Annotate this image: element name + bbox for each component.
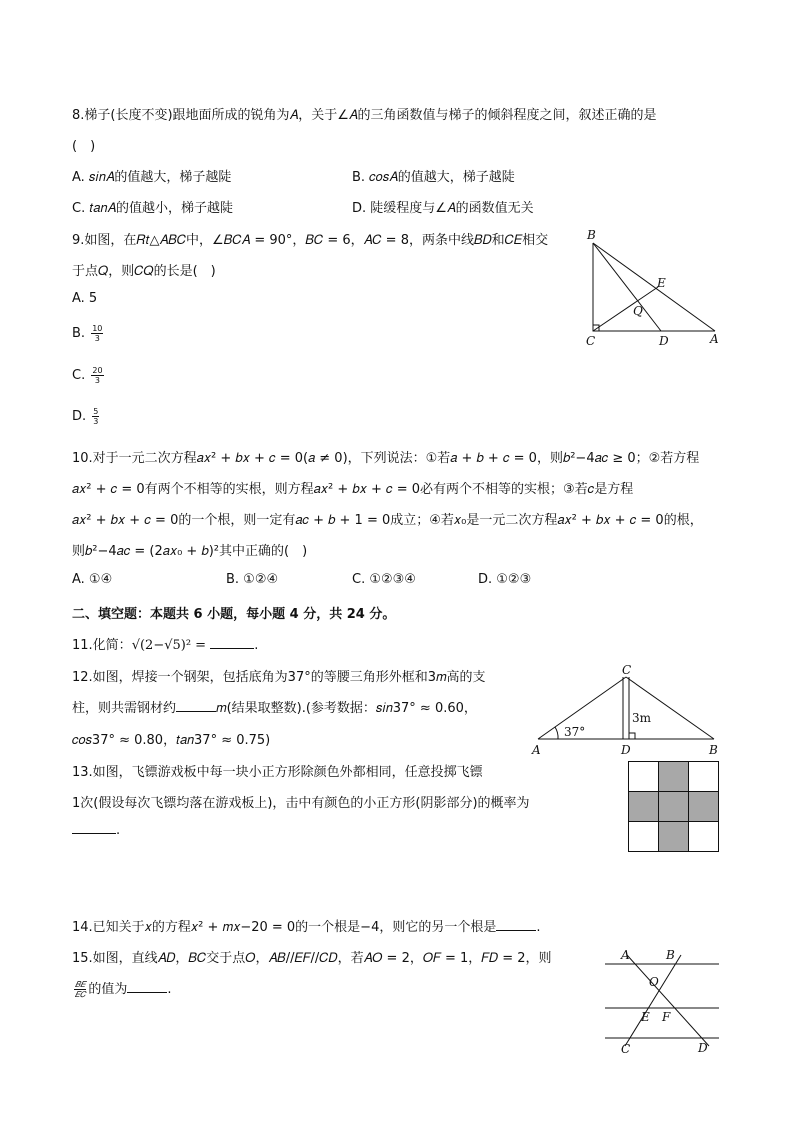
q9-d-num: 5 — [93, 407, 99, 416]
q9-label-q: Q — [633, 304, 643, 318]
q8-option-c: C. 𝑡𝑎𝑛𝐴的值越小，梯子越陡 — [72, 201, 233, 216]
q15-label-o: O — [649, 975, 659, 989]
dart-cell-r2c3-shaded — [689, 792, 719, 822]
section-2-heading: 二、填空题：本题共 6 小题，每小题 4 分，共 24 分。 — [72, 607, 396, 622]
q9-b-num: 10 — [92, 324, 103, 333]
q15-label-c: C — [621, 1042, 631, 1056]
q12-angle-arc — [555, 727, 558, 739]
q15-fraction — [74, 980, 86, 999]
q13-answer-blank[interactable] — [72, 833, 116, 834]
q9-option-d — [72, 407, 101, 426]
q15-label-d: D — [698, 1041, 708, 1055]
dart-cell-r3c1 — [629, 822, 659, 852]
q9-label-e: E — [657, 276, 666, 290]
q15-frac-den: 𝐸𝐶 — [74, 990, 86, 999]
dart-cell-r1c2-shaded — [659, 762, 689, 792]
q9-option-d-fraction — [92, 407, 99, 426]
q13-line3 — [72, 823, 120, 838]
q15-label-b: B — [666, 948, 675, 962]
dart-cell-r2c2-shaded — [659, 792, 689, 822]
q10-line4: 则𝑏²−4𝑎𝑐 = (2𝑎𝑥₀ + 𝑏)²其中正确的( ) — [72, 544, 308, 559]
q8-option-b: B. 𝑐𝑜𝑠𝐴的值越大，梯子越陡 — [352, 170, 515, 185]
q10-line2: 𝑎𝑥² + 𝑐 = 0有两个不相等的实根，则方程𝑎𝑥² + 𝑏𝑥 + 𝑐 = 0必有两个不相等的实根；③若𝑐是方程 — [72, 482, 634, 497]
q13-period: . — [116, 823, 121, 838]
q12-label-c: C — [622, 663, 632, 677]
q11-expression: √(2−√5)² = — [131, 638, 207, 653]
q9-option-c-prefix: C. — [72, 368, 86, 383]
q9-stem-line1: 9.如图，在𝑅𝑡△𝐴𝐵𝐶中，∠𝐵𝐶𝐴 = 90°，𝐵𝐶 = 6，𝐴𝐶 = 8，两条中线𝐵𝐷和𝐶𝐸相交 — [72, 233, 549, 248]
q15-period: . — [167, 982, 172, 997]
q9-label-d: D — [659, 334, 669, 348]
q12-side-cb — [626, 677, 714, 739]
q12-line3: 𝑐𝑜𝑠37° ≈ 0.80，𝑡𝑎𝑛37° ≈ 0.75) — [72, 733, 271, 748]
q12-steel-frame-figure — [528, 662, 728, 760]
q15-label-e: E — [641, 1010, 650, 1024]
q15-line-bc — [625, 955, 681, 1046]
q9-option-b — [72, 324, 105, 343]
q13-dart-board — [627, 760, 723, 856]
q12-line1: 12.如图，焊接一个钢架，包括底角为37°的等腰三角形外框和3𝑚高的支 — [72, 670, 486, 685]
q9-option-c-fraction — [91, 366, 103, 385]
q11-answer-blank[interactable] — [210, 648, 254, 649]
q8-option-a: A. 𝑠𝑖𝑛𝐴的值越大，梯子越陡 — [72, 170, 232, 185]
q14-answer-blank[interactable] — [496, 930, 536, 931]
q13-line1: 13.如图，飞镖游戏板中每一块小正方形除颜色外都相同，任意投掷飞镖 — [72, 765, 483, 780]
q9-stem-line2: 于点𝑄，则𝐶𝑄的长是( ) — [72, 264, 216, 279]
q9-d-den: 3 — [93, 417, 99, 426]
q15-text: 的值为 — [88, 982, 128, 997]
q12-label-b: B — [709, 743, 718, 757]
q12-height-label: 3m — [632, 711, 652, 725]
q9-b-den: 3 — [94, 334, 100, 343]
q13-line2: 1次(假设每次飞镖均落在游戏板上)，击中有颜色的小正方形(阴影部分)的概率为 — [72, 796, 530, 811]
q9-option-b-fraction — [91, 324, 103, 343]
q15-label-f: F — [662, 1010, 671, 1024]
q9-median-bd — [593, 243, 661, 331]
dart-cell-r1c1 — [629, 762, 659, 792]
q9-label-a: A — [710, 332, 719, 346]
q15-answer-blank[interactable] — [127, 992, 167, 993]
q9-label-b: B — [587, 228, 596, 242]
dart-cell-r3c2-shaded — [659, 822, 689, 852]
q9-option-c — [72, 366, 106, 385]
q10-option-a: A. ①④ — [72, 572, 113, 587]
q8-option-d: D. 陡缓程度与∠𝐴的函数值无关 — [352, 201, 534, 216]
q12-angle-label: 37° — [564, 725, 586, 739]
q14-text: 14.已知关于𝑥的方程𝑥² + 𝑚𝑥−20 = 0的一个根是−4，则它的另一个根是 — [72, 920, 497, 935]
q9-c-den: 3 — [94, 376, 100, 385]
q9-median-ce — [593, 287, 658, 331]
q9-option-d-prefix: D. — [72, 409, 87, 424]
q10-option-b: B. ①②④ — [226, 572, 279, 587]
q15-line-ad — [627, 955, 709, 1046]
q15-label-a: A — [621, 948, 630, 962]
q14-line — [72, 916, 541, 935]
q9-triangle-figure — [580, 225, 740, 350]
q12-line2 — [72, 697, 477, 716]
q9-label-c: C — [586, 334, 596, 348]
q15-line2 — [72, 978, 172, 999]
q10-line1: 10.对于一元二次方程𝑎𝑥² + 𝑏𝑥 + 𝑐 = 0(𝑎 ≠ 0)，下列说法：①若𝑎 + 𝑏 + 𝑐 = 0，则𝑏²−4𝑎𝑐 ≥ 0；②若方程 — [72, 451, 700, 466]
q12-label-d: D — [621, 743, 631, 757]
q9-option-b-prefix: B. — [72, 326, 86, 341]
q10-option-c: C. ①②③④ — [352, 572, 416, 587]
dart-cell-r2c1-shaded — [629, 792, 659, 822]
q9-option-a: A. 5 — [72, 291, 98, 306]
q12-line2-part1: 柱，则共需钢材约 — [72, 701, 177, 716]
q15-parallel-lines-figure — [598, 942, 724, 1058]
dart-cell-r1c3 — [689, 762, 719, 792]
q15-frac-num: 𝐵𝐸 — [75, 980, 86, 989]
q10-option-d: D. ①②③ — [478, 572, 532, 587]
q8-stem-line1: 8.梯子(长度不变)跟地面所成的锐角为𝐴，关于∠𝐴的三角函数值与梯子的倾斜程度之间，叙述正确的是 — [72, 108, 657, 123]
q10-line3: 𝑎𝑥² + 𝑏𝑥 + 𝑐 = 0的一个根，则一定有𝑎𝑐 + 𝑏 + 1 = 0成立；④若𝑥₀是一元二次方程𝑎𝑥² + 𝑏𝑥 + 𝑐 = 0的根， — [72, 513, 703, 528]
q14-period: . — [536, 920, 541, 935]
q8-stem-line2: ( ) — [72, 139, 96, 154]
q15-line1: 15.如图，直线𝐴𝐷，𝐵𝐶交于点𝑂，𝐴𝐵//𝐸𝐹//𝐶𝐷，若𝐴𝑂 = 2，𝑂𝐹 = 1，𝐹𝐷 = 2，则 — [72, 951, 552, 966]
dart-cell-r3c3 — [689, 822, 719, 852]
q9-c-num: 20 — [92, 366, 103, 375]
q12-line2-part2: 𝑚(结果取整数).(参考数据：𝑠𝑖𝑛37° ≈ 0.60， — [216, 701, 477, 716]
q12-label-a: A — [532, 743, 541, 757]
q11-prefix: 11.化简： — [72, 638, 132, 653]
q11-suffix: . — [254, 638, 259, 653]
q12-answer-blank[interactable] — [176, 711, 216, 712]
q11-line — [72, 634, 258, 653]
q12-right-angle-mark — [629, 733, 635, 739]
q9-segment-ba — [593, 243, 715, 331]
